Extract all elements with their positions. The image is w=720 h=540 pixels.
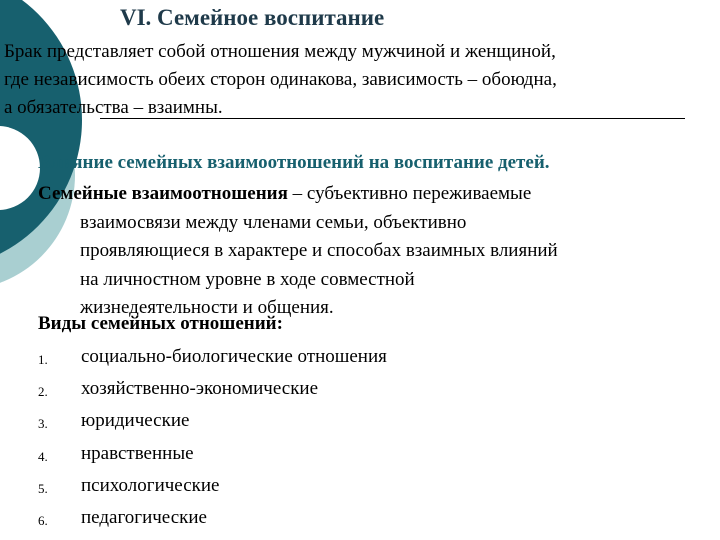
relationships-definition <box>38 180 714 323</box>
definition-first-rest: – субъективно переживаемые <box>287 183 532 204</box>
list-item-label: психологические <box>81 474 220 496</box>
intro-line: Брак представляет собой отношения между мужчиной и женщиной, <box>4 41 556 62</box>
list-item-label: педагогические <box>81 506 207 528</box>
list-item-label: хозяйственно-экономические <box>81 378 319 400</box>
definition-term: Семейные взаимоотношения <box>38 183 288 204</box>
list-item-number: 6. <box>38 512 48 528</box>
intro-line: где независимость обеих сторон одинакова, зависимость – обоюдна, <box>4 69 557 90</box>
list-item-label: нравственные <box>81 442 194 464</box>
list-item-number: 5. <box>38 480 48 496</box>
marriage-definition <box>4 38 716 122</box>
slide-title: VI. Семейное воспитание <box>120 5 385 30</box>
intro-line: а обязательства – взаимны. <box>4 97 223 118</box>
list-item-number: 1. <box>38 352 48 367</box>
list-item-label: юридические <box>81 410 190 432</box>
definition-first-line <box>38 180 714 209</box>
list-item-number: 4. <box>38 448 48 464</box>
definition-line: взаимосвязи между членами семьи, объективно <box>80 211 467 233</box>
definition-line: проявляющиеся в характере и способах взаимных влияний <box>80 240 558 261</box>
divider-line <box>100 118 685 119</box>
influence-heading: Влияние семейных взаимоотношений на воспитание детей. <box>38 152 550 173</box>
list-item-label: социально-биологические отношения <box>81 346 387 367</box>
list-item-number: 2. <box>38 384 48 400</box>
definition-line: на личностном уровне в ходе совместной <box>80 268 415 290</box>
list-item-number: 3. <box>38 416 48 432</box>
types-heading: Виды семейных отношений: <box>38 313 283 334</box>
definition-line: жизнедеятельности и общения. <box>80 297 334 318</box>
